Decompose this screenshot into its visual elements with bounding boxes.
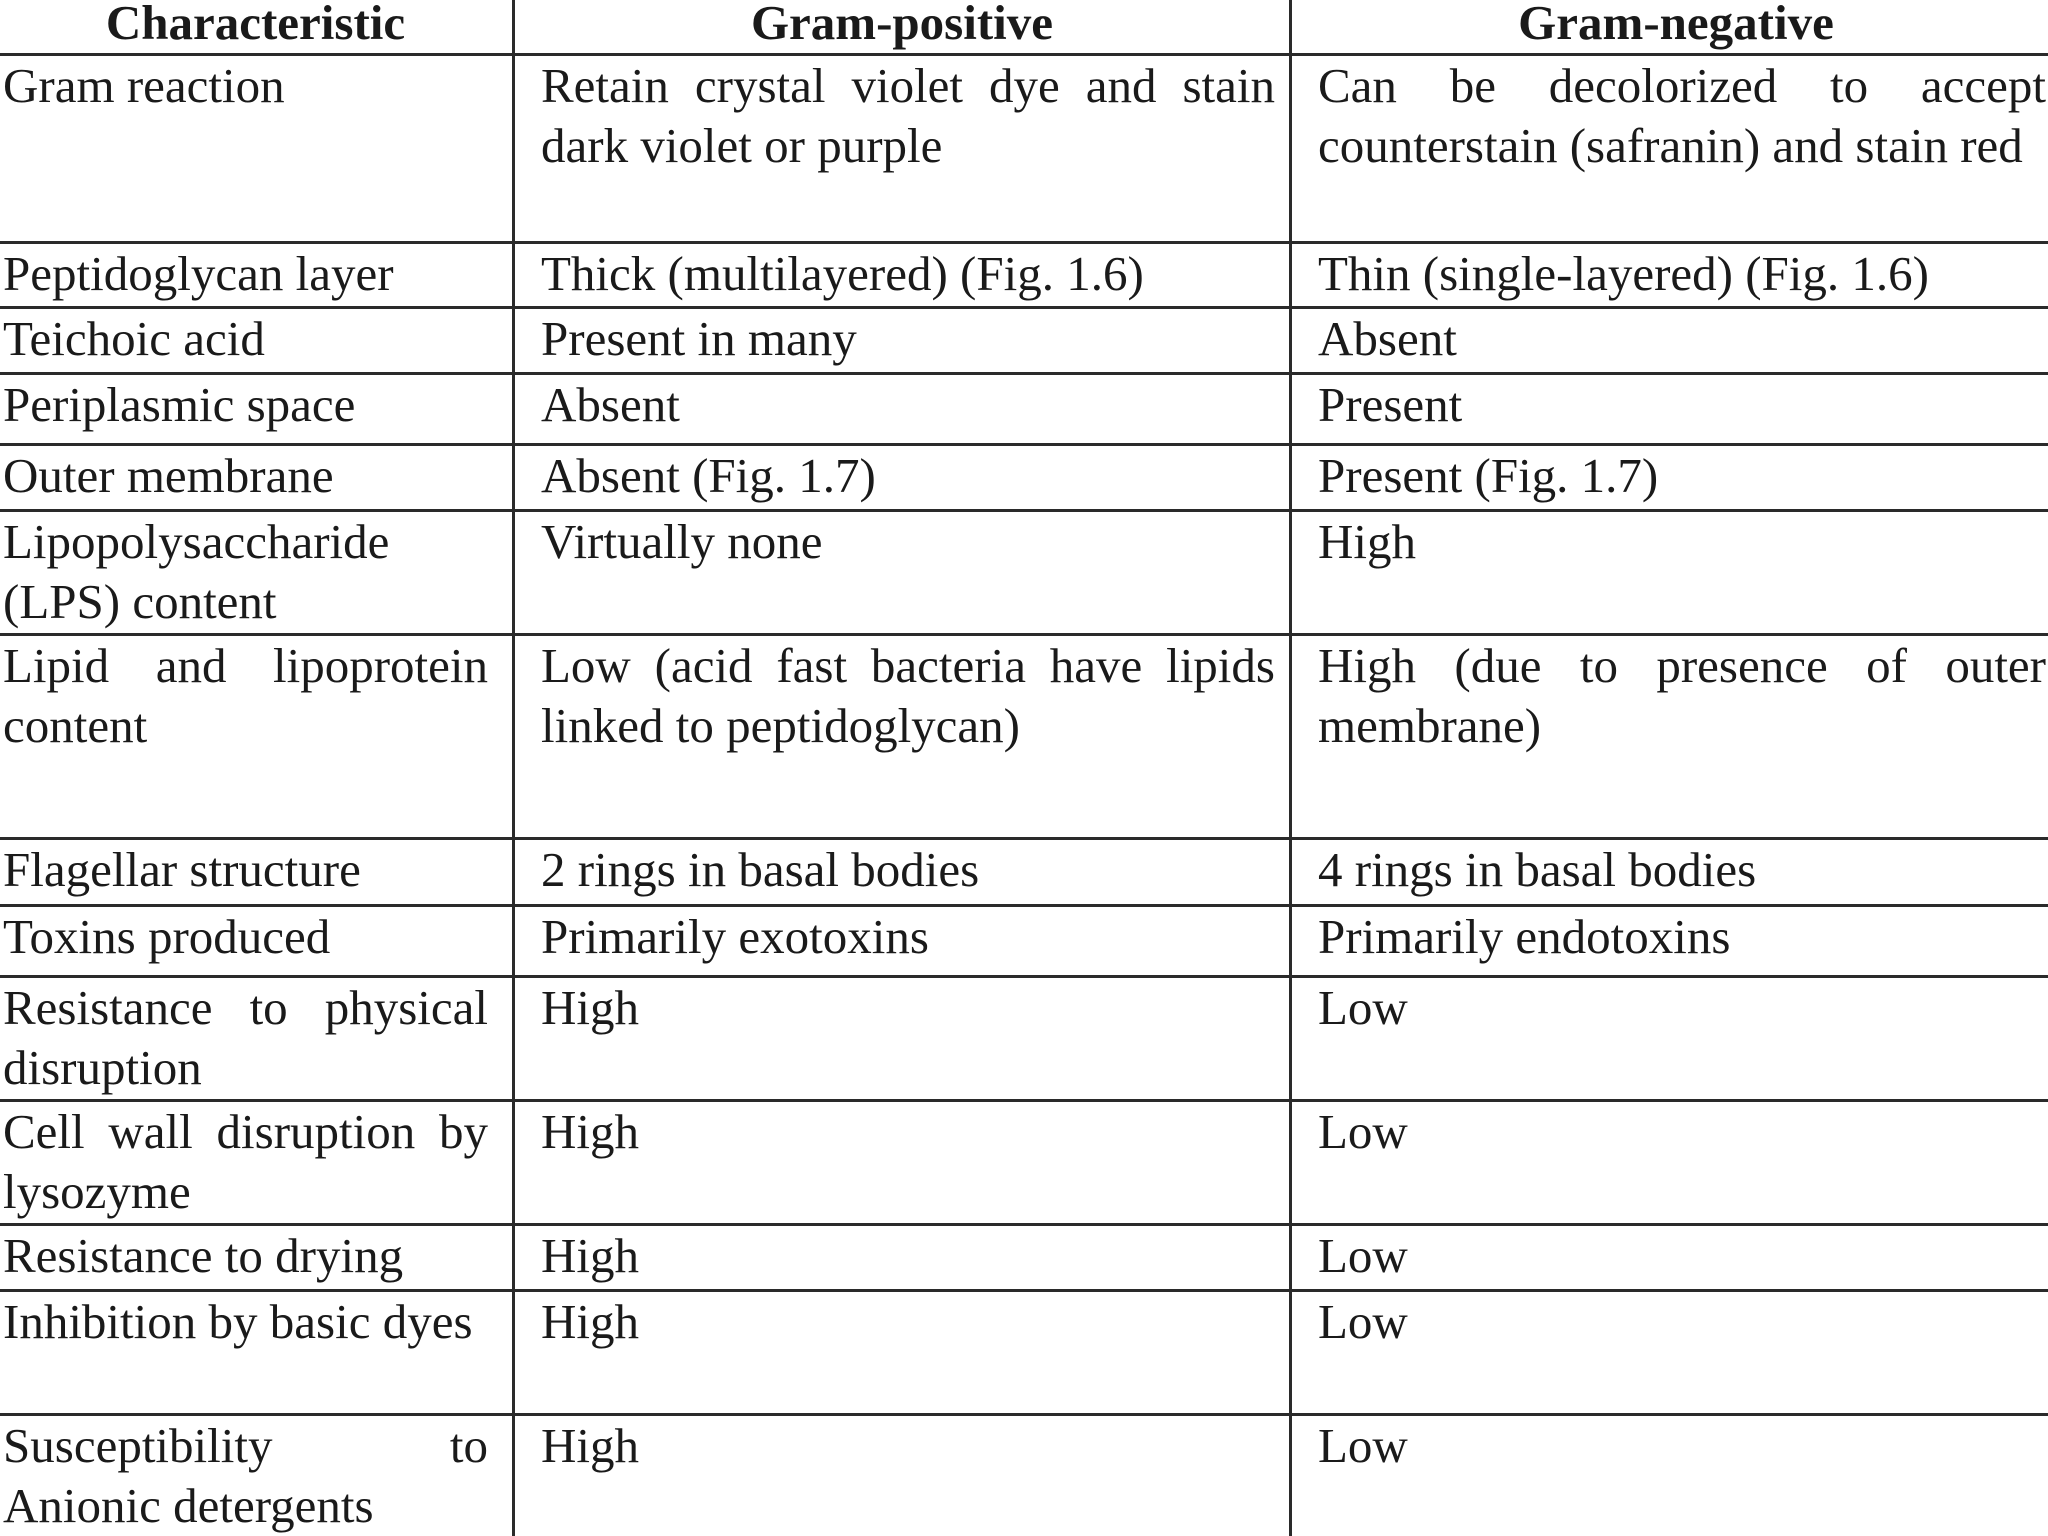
gram-positive-cell: Absent (Fig. 1.7) xyxy=(514,445,1291,511)
gram-negative-cell: 4 rings in basal bodies xyxy=(1291,839,2048,906)
characteristic-cell: Lipid and lipoprotein content xyxy=(0,635,514,839)
gram-positive-cell: Thick (multilayered) (Fig. 1.6) xyxy=(514,243,1291,308)
characteristic-cell: Periplasmic space xyxy=(0,374,514,445)
characteristic-cell: Peptidoglycan layer xyxy=(0,243,514,308)
gram-negative-cell: High xyxy=(1291,511,2048,635)
gram-positive-cell: 2 rings in basal bodies xyxy=(514,839,1291,906)
gram-negative-cell: High (due to presence of outer membrane) xyxy=(1291,635,2048,839)
table-row xyxy=(0,1415,2048,1536)
gram-negative-cell: Low xyxy=(1291,1415,2048,1536)
gram-negative-cell: Thin (single-layered) (Fig. 1.6) xyxy=(1291,243,2048,308)
gram-negative-cell: Low xyxy=(1291,977,2048,1101)
gram-positive-cell: High xyxy=(514,1225,1291,1291)
characteristic-cell: Toxins produced xyxy=(0,906,514,977)
gram-positive-cell: Absent xyxy=(514,374,1291,445)
table-row xyxy=(0,1101,2048,1225)
table-row xyxy=(0,55,2048,243)
gram-negative-cell: Present (Fig. 1.7) xyxy=(1291,445,2048,511)
characteristic-cell: Flagellar structure xyxy=(0,839,514,906)
characteristic-cell: Susceptibility to Anionic detergents xyxy=(0,1415,514,1536)
gram-positive-cell: High xyxy=(514,977,1291,1101)
characteristic-cell: Lipopolysaccharide (LPS) content xyxy=(0,511,514,635)
characteristic-cell: Outer membrane xyxy=(0,445,514,511)
table-row xyxy=(0,511,2048,635)
gram-negative-cell: Can be decolorized to accept counterstain (safranin) and stain red xyxy=(1291,55,2048,243)
header-row xyxy=(0,0,2048,55)
gram-positive-cell: Present in many xyxy=(514,308,1291,374)
gram-negative-cell: Low xyxy=(1291,1101,2048,1225)
characteristic-cell: Resistance to drying xyxy=(0,1225,514,1291)
gram-negative-cell: Primarily endotoxins xyxy=(1291,906,2048,977)
header-characteristic: Characteristic xyxy=(0,0,514,55)
table-row xyxy=(0,839,2048,906)
table-row xyxy=(0,1291,2048,1415)
gram-positive-cell: Primarily exotoxins xyxy=(514,906,1291,977)
characteristic-cell: Teichoic acid xyxy=(0,308,514,374)
table-row xyxy=(0,1225,2048,1291)
characteristic-cell: Resistance to physical disruption xyxy=(0,977,514,1101)
characteristic-cell: Cell wall disruption by lysozyme xyxy=(0,1101,514,1225)
table-row xyxy=(0,635,2048,839)
gram-positive-cell: High xyxy=(514,1415,1291,1536)
gram-positive-cell: Retain crystal violet dye and stain dark violet or purple xyxy=(514,55,1291,243)
gram-positive-cell: High xyxy=(514,1291,1291,1415)
gram-negative-cell: Present xyxy=(1291,374,2048,445)
table-row xyxy=(0,308,2048,374)
header-gram-negative: Gram-negative xyxy=(1291,0,2048,55)
table-row xyxy=(0,906,2048,977)
gram-negative-cell: Low xyxy=(1291,1291,2048,1415)
table-row xyxy=(0,977,2048,1101)
gram-positive-cell: Virtually none xyxy=(514,511,1291,635)
characteristic-cell: Inhibition by basic dyes xyxy=(0,1291,514,1415)
table-row xyxy=(0,445,2048,511)
gram-positive-cell: Low (acid fast bacteria have lipids linked to peptidoglycan) xyxy=(514,635,1291,839)
table-row xyxy=(0,374,2048,445)
gram-positive-cell: High xyxy=(514,1101,1291,1225)
gram-negative-cell: Low xyxy=(1291,1225,2048,1291)
header-gram-positive: Gram-positive xyxy=(514,0,1291,55)
characteristic-cell: Gram reaction xyxy=(0,55,514,243)
table-row xyxy=(0,243,2048,308)
gram-negative-cell: Absent xyxy=(1291,308,2048,374)
